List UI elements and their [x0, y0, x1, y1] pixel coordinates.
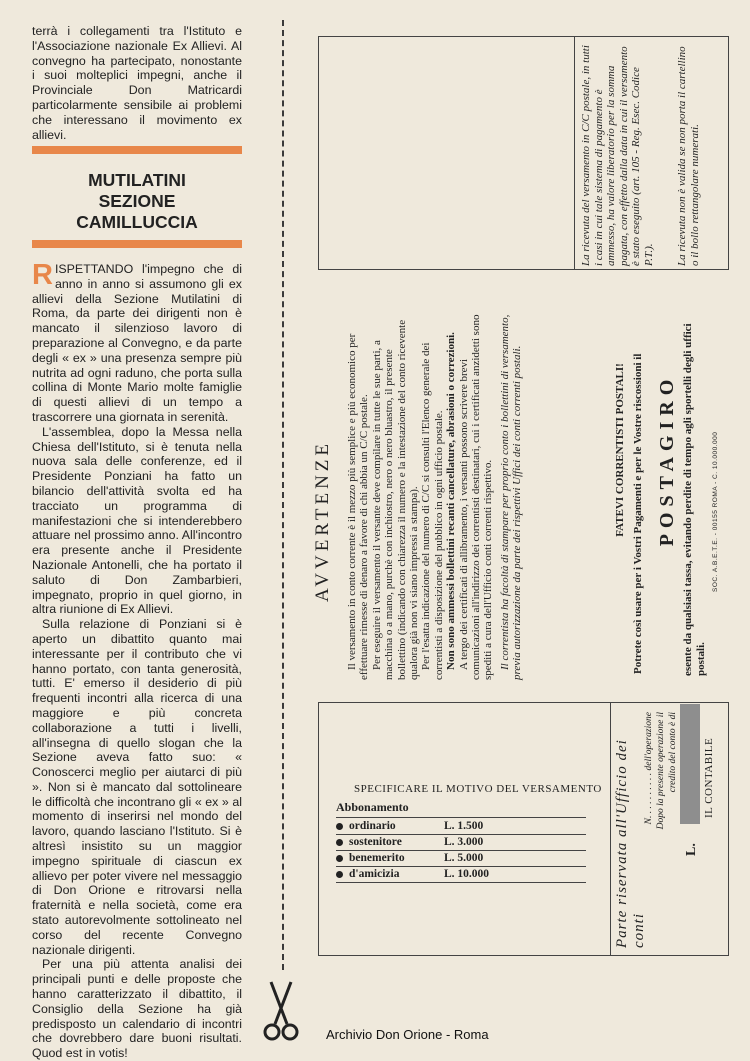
article-paragraph-1: [32, 259, 242, 425]
drop-cap: R: [32, 259, 53, 291]
radio-bullet: [336, 839, 343, 846]
heading-line-1: MUTILATINI: [88, 170, 186, 190]
radio-bullet: [336, 823, 343, 830]
article-body: [32, 259, 242, 1061]
subscription-options: [336, 800, 596, 883]
warning-3: Per l'esatta indicazione del numero di C/C si consulti l'Elenco generale dei correntisti a disposizione del pubblico in ogni ufficio postale.: [420, 342, 445, 680]
receipt-divider: [574, 37, 575, 269]
option-amicizia[interactable]: [336, 867, 586, 883]
postal-use-text: Potrete così usare per i Vostri Pagamenti e per le Vostre riscossioni il: [632, 353, 644, 674]
intro-text: terrà i collegamenti tra l'Istituto e l'Associazione nazionale Ex Allievi. Al convegno ha partecipato, nonostante i suoi molteplici impegni, anche il Provinciale Don Matricardi particolarmente sensibile ai problemi che interessano il movimento ex allievi.: [32, 24, 242, 142]
credit-text: credito del conto è di: [668, 712, 678, 793]
radio-bullet: [336, 871, 343, 878]
cut-line: [282, 20, 284, 970]
receipt-note-1: La ricevuta del versamento in C/C postale, in tutti i casi in cui tale sistema di pagamento è ammesso, ha valore liberatorio per la somma pagata, con effetto dalla data in cui il versamento è stato eseguito (art. 105 - Reg. Esec. Codice P.T.).: [580, 45, 655, 266]
warning-4: Non sono ammessi bollettini recanti cancellature, abrasioni o correzioni.: [445, 332, 458, 670]
printer-imprint: SOC. A.B.E.T.E. - 00155 ROMA - C. 10.000.000: [712, 431, 719, 592]
warning-2: Per eseguire il versamento il versante deve compilare in tutte le sue parti, a macchina o a mano, purchè con inchiostro, nero o nero bluastro, il presente bollettino (indicando con chiarezza il numero e la intestazione del conto ricevente qualora già non vi siano impressi a stampa).: [370, 319, 421, 680]
heading-line-3: CAMILLUCCIA: [76, 212, 198, 232]
reserved-office-title: Parte riservata all'Ufficio dei conti: [614, 739, 647, 948]
archive-footer: Archivio Don Orione - Roma: [326, 1027, 489, 1042]
intro-column: [32, 24, 242, 142]
radio-bullet: [336, 855, 343, 862]
payment-reason-title: SPECIFICARE IL MOTIVO DEL VERSAMENTO: [354, 783, 602, 795]
after-operation-text: Dopo la presente operazione il: [656, 712, 666, 830]
accountant-label: IL CONTABILE: [703, 737, 715, 818]
scissors-icon: [263, 980, 299, 1042]
orange-divider-top: [32, 146, 242, 154]
heading-line-2: SEZIONE: [98, 191, 176, 211]
subscription-title: Abbonamento: [336, 800, 409, 814]
article-paragraph-3: Sulla relazione di Ponziani si è aperto un dibattito quanto mai interessante per il contributo che vi hanno portato, con tanta generosità, tutti. E' emerso il desiderio di più frequenti incontri alla ricerca di una maggiore e più concreta collaborazione a tutti i livelli, all'insegna di quello slogan che la Sezione aveva fatto suo: « Conoscerci meglio per aiutarci di più ». Non si è mancato dal sottolineare le difficoltà che incontrano gli « ex » al momento di inserirsi nel mondo del lavoro, quando lasciano l'Istituto. Si è altresì insistito su un maggior impegno spirituale di ciascun ex allievo per poter vivere nel messaggio di Don Orione e ritrovarsi nella fraternità e nella società, come era stato autorevolmente sottolineato nel corso del recente Convegno nazionale dirigenti.: [32, 617, 242, 957]
paragraph-1-text: ISPETTANDO l'impegno che di anno in anno si assumono gli ex allievi della Sezione Mutilatini di Roma, da parte dei dirigenti non è mancato il silenzioso lavoro di preparazione al Convegno, e da parte degli « ex » una presenza sempre più nutrita ad ogni raduno, che porta sulla collina di Monte Mario molte famiglie di questi allievi di un tempo a trascorrere una giornata in serenità.: [32, 262, 242, 424]
option-label: d'amicizia: [349, 868, 400, 880]
warning-1: Il versamento in conto corrente è il mezzo più semplice e più economico per effettuare rimesse di denaro a favore di chi abbia un C/C postale.: [346, 333, 371, 680]
option-ordinario[interactable]: [336, 819, 586, 835]
option-sostenitore[interactable]: [336, 835, 586, 851]
lire-label: L.: [684, 843, 699, 856]
operation-number: N. . . . . . . . . . dell'operazione: [644, 712, 654, 825]
receipt-note-box: [318, 36, 729, 270]
article-paragraph-4: Per una più attenta analisi dei principali punti e delle proposte che hanno caratterizzato il dibattito, il Consiglio della Sezione ha già predisposto un calendario di incontri che dovrebbero dare buoni risultati. Quod est in votis!: [32, 957, 242, 1061]
warnings-text: [346, 308, 524, 680]
section-heading: [32, 170, 242, 233]
postal-slogan: FATEVI CORRENTISTI POSTALI!: [614, 363, 626, 537]
reserved-divider: [610, 703, 611, 955]
receipt-note-2: La ricevuta non è valida se non porta il cartellino o il bollo rettangolare numerati.: [676, 46, 701, 266]
postal-exempt-text: esente da qualsiasi tassa, evitando perdite di tempo agli sportelli degli uffici postali.: [682, 323, 707, 676]
option-amount: L. 10.000: [444, 868, 490, 880]
warning-5: A tergo dei certificati di allibramento, i versanti possono scrivere brevi comunicazioni all'indirizzo dei correntisti destinatari, cui i certificati anzidetti sono spediti a cura dell'Ufficio conti correnti rispettivo.: [457, 314, 495, 680]
amount-stamp-box[interactable]: [680, 704, 700, 824]
option-amount: L. 3.000: [444, 836, 484, 848]
option-amount: L. 5.000: [444, 852, 484, 864]
warnings-title: AVVERTENZE: [312, 440, 333, 602]
option-label: ordinario: [349, 820, 396, 832]
postagiro-title: POSTAGIRO: [656, 373, 678, 547]
article-paragraph-2: L'assemblea, dopo la Messa nella Chiesa dell'Istituto, si è tenuta nella nuova sala delle conferenze, ed il Presidente Ponziani ha fatto un bilancio dell'attività svolta ed ha tracciato un programma di manifestazioni che si intenderebbero attuare nel prossimo anno. All'incontro era presente anche il Presidente Nazionale Antonelli, che ha portato il saluto di Don Zambarbieri, impegnato, proprio in quel giorno, in altra riunione di Ex Allievi.: [32, 424, 242, 617]
option-label: benemerito: [349, 852, 405, 864]
orange-divider-bottom: [32, 240, 242, 248]
warning-6: Il correntista ha facoltà di stampare per proprio conto i bollettini di versamento, previa autorizzazione da parte dei rispettivi Uffici dei conti correnti postali.: [498, 314, 524, 680]
option-amount: L. 1.500: [444, 820, 484, 832]
option-label: sostenitore: [349, 836, 402, 848]
option-benemerito[interactable]: [336, 851, 586, 867]
